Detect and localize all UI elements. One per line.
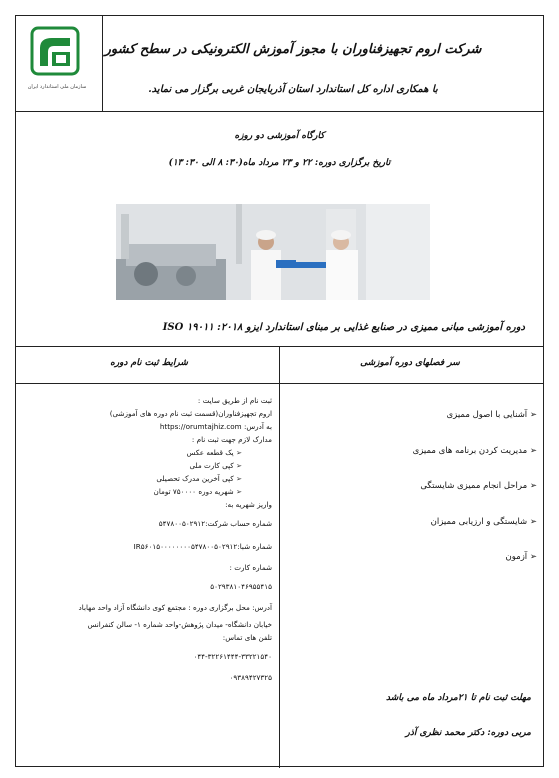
- divider: [279, 346, 280, 768]
- card-number: ۵۰۲۹۳۸۱۰۴۶۹۵۵۴۱۵: [210, 582, 272, 591]
- registration-header: شرایط ثبت نام دوره: [110, 358, 188, 368]
- venue-address: آدرس: محل برگزاری دوره : مجتمع کوی دانشگاه آزاد واحد مهاباد: [78, 603, 272, 612]
- instructor-name: مربی دوره: دکتر محمد نظری آذر: [405, 728, 531, 738]
- card-label: شماره کارت :: [229, 563, 272, 572]
- site-name: اروم تجهیزفناوران(قسمت ثبت نام دوره های آموزشی): [109, 409, 272, 418]
- phone-number: ۰۴۴-۳۲۲۶۱۴۴۴-۳۳۲۲۱۵۴۰: [193, 652, 272, 661]
- phone-label: تلفن های تماس:: [222, 633, 272, 642]
- site-intro: ثبت نام از طریق سایت :: [197, 396, 272, 405]
- doc-item: ➢ یک قطعه عکس: [20, 446, 272, 459]
- registration-details: [20, 394, 272, 684]
- venue-address: خیابان دانشگاه- میدان پژوهش-واحد شماره ۱- سالن کنفرانس: [87, 620, 272, 629]
- standard-organization-logo: [22, 26, 92, 106]
- divider: [102, 16, 103, 111]
- topic-item: ➢ مدیریت کردن برنامه های ممیزی: [287, 444, 537, 480]
- phone-number: ۰۹۳۸۹۴۲۷۳۲۵: [229, 673, 272, 682]
- cooperation-subtitle: با همکاری اداره کل استاندارد استان آذربایجان غربی برگزار می نماید.: [148, 84, 438, 95]
- topic-item: ➢ آشنایی با اصول ممیزی: [287, 408, 537, 444]
- topic-item: ➢ شایستگی و ارزیابی ممیزان: [287, 515, 537, 551]
- document-frame: [15, 15, 544, 767]
- topics-header: سر فصلهای دوره آموزشی: [360, 358, 460, 368]
- logo-icon: [30, 26, 80, 76]
- site-address: به آدرس: https://orumtajhiz.com: [159, 422, 272, 431]
- sheba-number: شماره شبا:IR۵۶۰۱۵۰۰۰۰۰۰۰۰۵۴۷۸۰۰۵۰۲۹۱۲: [133, 542, 272, 551]
- doc-item: ➢ کپی آخرین مدرک تحصیلی: [20, 472, 272, 485]
- site-url-link[interactable]: https://orumtajhiz.com: [159, 422, 242, 431]
- topic-item: ➢ آزمون: [287, 550, 537, 586]
- workshop-dates: تاریخ برگزاری دوره: ۲۲ و ۲۳ مرداد ماه(۳۰: ۸ الی ۳۰: ۱۳): [168, 158, 391, 168]
- docs-intro: مدارک لازم جهت ثبت نام :: [191, 435, 272, 444]
- account-number: شماره حساب شرکت:۵۴۷۸۰۰۵۰۲۹۱۲: [158, 519, 272, 528]
- payment-intro: واریز شهریه به:: [225, 500, 272, 509]
- doc-item: ➢ شهریه دوره ۷۵۰۰۰۰ تومان: [20, 485, 272, 498]
- logo-caption: سازمان ملی استاندارد ایران: [27, 84, 87, 90]
- divider: [16, 111, 543, 112]
- registration-deadline: مهلت ثبت نام تا ۲۱مرداد ماه می باشد: [386, 693, 531, 703]
- course-title: دوره آموزشی مبانی ممیزی در صنایع غذایی بر مبنای استاندارد ایزو ۲۰۱۸: ۱۹۰۱۱ ISO: [162, 322, 525, 333]
- factory-inspection-photo: [116, 204, 430, 300]
- company-title: شرکت اروم تجهیزفناوران با مجوز آموزش الکترونیکی در سطح کشور: [104, 42, 482, 57]
- topic-item: ➢ مراحل انجام ممیزی شایستگی: [287, 479, 537, 515]
- workshop-label: کارگاه آموزشی دو روزه: [234, 131, 325, 141]
- course-topics: [287, 408, 537, 586]
- doc-item: ➢ کپی کارت ملی: [20, 459, 272, 472]
